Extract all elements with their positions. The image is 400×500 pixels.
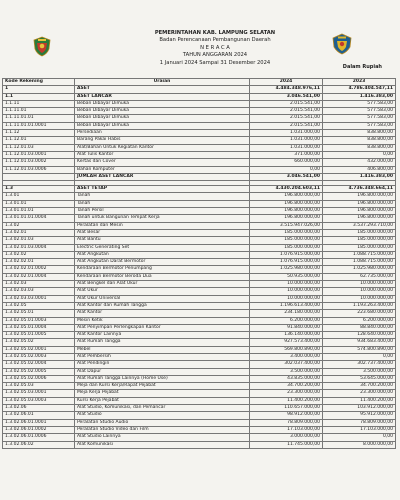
account-code-cell: 1.1.11.01.01 <box>3 115 75 122</box>
amount-2023-cell: 78.809.000,00 <box>323 419 396 426</box>
account-code-cell: 1.1.11 <box>3 100 75 107</box>
table-row <box>3 151 396 158</box>
account-code-cell: 1.3.02.05.01.0005 <box>3 332 75 339</box>
description-cell: Alat Kantor dan Rumah Tangga <box>75 302 250 309</box>
description-cell: Alat Ukur <box>75 288 250 295</box>
description-cell: ASET LANCAR <box>75 93 250 100</box>
amount-2024-cell: 34.700.200,00 <box>250 383 323 390</box>
amount-2023-cell: 1.416.383,00 <box>323 173 396 180</box>
table-row <box>3 324 396 331</box>
table-row <box>3 259 396 266</box>
account-code-cell: 1.3.02.06.01.0006 <box>3 434 75 441</box>
description-cell: Kendaraan Bermotor Beroda Dua <box>75 273 250 280</box>
account-code-cell: 1.3.02.05.02.0003 <box>3 353 75 360</box>
description-cell: Alat Ukur Universal <box>75 295 250 302</box>
amount-2023-cell: 88.840.000,00 <box>323 324 396 331</box>
amount-2024-cell: 2.015.541,00 <box>250 122 323 129</box>
description-cell: Mesin Ketik <box>75 317 250 324</box>
description-cell: Meja Kerja Pejabat <box>75 390 250 397</box>
province-emblem-icon <box>332 33 352 55</box>
table-row <box>3 115 396 122</box>
amount-2024-cell: 1.196.613.400,00 <box>250 302 323 309</box>
amount-2023-cell: 10.000.000,00 <box>323 295 396 302</box>
amount-2023-cell: 128.640.000,00 <box>323 332 396 339</box>
table-row <box>3 251 396 258</box>
table-row <box>3 339 396 346</box>
description-cell: Tanah untuk Bangunan Tempat Kerja <box>75 215 250 222</box>
description-cell: Kendaraan Bermotor Penumpang <box>75 266 250 273</box>
table-row <box>3 405 396 412</box>
table-row <box>3 441 396 448</box>
amount-2024-cell: 1.031.000,00 <box>250 137 323 144</box>
amount-2023-cell: 10.000.000,00 <box>323 288 396 295</box>
amount-2024-cell: 1.031.000,00 <box>250 144 323 151</box>
description-cell: JUMLAH ASET LANCAR <box>75 173 250 180</box>
amount-2024-cell: 91.840.000,00 <box>250 324 323 331</box>
table-row <box>3 346 396 353</box>
amount-2024-cell: 17.103.000,00 <box>250 426 323 433</box>
amount-2024-cell: 3.046.541,00 <box>250 173 323 180</box>
amount-2023-cell: 196.800.000,00 <box>323 200 396 207</box>
amount-2023-cell: 3.500.000,00 <box>323 368 396 375</box>
amount-2024-cell: 10.000.000,00 <box>250 281 323 288</box>
table-row <box>3 215 396 222</box>
table-row <box>3 368 396 375</box>
account-code-cell: 1.3.02.06.02 <box>3 441 75 448</box>
amount-2024-cell: 4.430.204.603,11 <box>250 186 323 193</box>
account-code-cell <box>3 173 75 180</box>
table-row <box>3 383 396 390</box>
fiscal-year: TAHUN ANGGARAN 2024 <box>182 52 248 59</box>
amount-2024-cell: 50.935.000,00 <box>250 273 323 280</box>
amount-2024-cell: 660.000,00 <box>250 159 323 166</box>
amount-2024-cell: 1.076.915.000,00 <box>250 259 323 266</box>
table-row <box>3 332 396 339</box>
amount-2024-cell: 234.180.000,00 <box>250 310 323 317</box>
description-cell: Alat/Bahan Untuk Kegiatan Kantor <box>75 144 250 151</box>
table-row <box>3 397 396 404</box>
amount-2023-cell: 577.583,00 <box>323 115 396 122</box>
amount-2023-cell: 577.583,00 <box>323 108 396 115</box>
amount-2024-cell: 43.835.000,00 <box>250 375 323 382</box>
amount-2024-cell: 2.015.541,00 <box>250 115 323 122</box>
amount-2024-cell: 371.000,00 <box>250 151 323 158</box>
description-cell: Beban Dibayar Dimuka <box>75 115 250 122</box>
table-row <box>3 273 396 280</box>
amount-2023-cell: 1.416.383,00 <box>323 93 396 100</box>
table-row <box>3 295 396 302</box>
amount-2024-cell: 569.800.890,00 <box>250 346 323 353</box>
description-cell: Alat Studio Lainnya <box>75 434 250 441</box>
account-code-cell: 1.3.02.02.01.0002 <box>3 266 75 273</box>
amount-2024-cell: 3.515.947.026,00 <box>250 222 323 229</box>
amount-2023-cell: 934.683.400,00 <box>323 339 396 346</box>
description-cell: Beban Dibayar Dimuka <box>75 100 250 107</box>
amount-2024-cell: 3.046.541,00 <box>250 93 323 100</box>
account-code-cell: 1.3.02.01.03.0004 <box>3 244 75 251</box>
table-row <box>3 419 396 426</box>
table-row <box>3 86 396 93</box>
description-cell: Meja dan Kursi Kerja/Rapat Pejabat <box>75 383 250 390</box>
fixed-assets-section <box>3 186 396 449</box>
table-row <box>3 426 396 433</box>
account-code-cell: 1.3 <box>3 186 75 193</box>
table-row <box>3 390 396 397</box>
account-code-cell: 1.3.02.02.01 <box>3 259 75 266</box>
table-row <box>3 122 396 129</box>
description-cell: Peralatan Studio Audio <box>75 419 250 426</box>
amount-2024-cell: 6.200.000,00 <box>250 317 323 324</box>
amount-2023-cell: 838.800,00 <box>323 137 396 144</box>
table-row <box>3 130 396 137</box>
currency-unit: Dalam Rupiah <box>342 64 382 70</box>
account-code-cell: 1.3.02.05.02.0001 <box>3 346 75 353</box>
amount-2023-cell: 574.800.890,00 <box>323 346 396 353</box>
account-code-cell: 1.3.02.01 <box>3 229 75 236</box>
description-cell: Alat Kantor Lainnya <box>75 332 250 339</box>
table-header-row <box>3 79 396 86</box>
amount-2024-cell: 2.015.541,00 <box>250 100 323 107</box>
amount-2023-cell: 185.000.000,00 <box>323 229 396 236</box>
account-code-cell: 1.3.01.01.01.0004 <box>3 215 75 222</box>
account-code-cell: 1.1.12.01 <box>3 137 75 144</box>
table-row <box>3 200 396 207</box>
account-code-cell: 1.1.12.01.03.0001 <box>3 151 75 158</box>
amount-2024-cell: 0,00 <box>250 166 323 173</box>
amount-2023-cell: 185.000.000,00 <box>323 244 396 251</box>
account-code-cell: 1.3.02.02.01.0004 <box>3 273 75 280</box>
amount-2023-cell: 577.583,00 <box>323 122 396 129</box>
table-row <box>3 288 396 295</box>
account-code-cell: 1.3.02.05.02.0006 <box>3 375 75 382</box>
amount-2024-cell: 10.000.000,00 <box>250 295 323 302</box>
description-cell: Alat Penyimpan Perlengkapan Kantor <box>75 324 250 331</box>
table-row <box>3 229 396 236</box>
amount-2023-cell: 10.000.000,00 <box>323 281 396 288</box>
amount-2023-cell: 6.200.000,00 <box>323 317 396 324</box>
account-code-cell: 1.3.01.01.01 <box>3 208 75 215</box>
amount-2023-cell: 23.300.000,00 <box>323 390 396 397</box>
org-name: PEMERINTAHAN KAB. LAMPUNG SELATAN <box>154 30 276 36</box>
table-row <box>3 434 396 441</box>
account-code-cell: 1.3.02.05.02 <box>3 339 75 346</box>
description-cell: Alat Studio, Komunikasi, dan Pemancar <box>75 405 250 412</box>
amount-2023-cell: 1.025.980.000,00 <box>323 266 396 273</box>
account-code-cell: 1.3.01.01 <box>3 200 75 207</box>
account-code-cell: 1.3.02.02 <box>3 251 75 258</box>
description-cell: Alat Dapur <box>75 368 250 375</box>
table-row <box>3 137 396 144</box>
account-code-cell: 1.3.02.05 <box>3 302 75 309</box>
description-cell: Alat Kantor <box>75 310 250 317</box>
table-row <box>3 193 396 200</box>
table-row <box>3 412 396 419</box>
account-code-cell: 1.1.12.01.03.0006 <box>3 166 75 173</box>
account-code-cell: 1.3.02.05.02.0005 <box>3 368 75 375</box>
description-cell: Barang Pakai Habis <box>75 137 250 144</box>
account-code-cell: 1.3.02.03.03.0001 <box>3 295 75 302</box>
balance-sheet-table <box>2 78 396 449</box>
account-code-cell: 1.3.02.05.03 <box>3 383 75 390</box>
amount-2024-cell: 110.657.000,00 <box>250 405 323 412</box>
amount-2024-cell: 185.000.000,00 <box>250 229 323 236</box>
amount-2023-cell: 8.000.000,00 <box>323 441 396 448</box>
description-cell: Alat Bantu <box>75 237 250 244</box>
report-header <box>95 30 335 67</box>
account-code-cell: 1.3.02.05.01.0004 <box>3 324 75 331</box>
amount-2024-cell: 4.484.348.976,11 <box>250 86 323 93</box>
amount-2023-cell: 17.103.000,00 <box>323 426 396 433</box>
amount-2024-cell: 196.800.000,00 <box>250 193 323 200</box>
amount-2023-cell: 95.912.000,00 <box>323 412 396 419</box>
table-row <box>3 361 396 368</box>
amount-2024-cell: 23.300.000,00 <box>250 390 323 397</box>
col-code-header: Kode Rekening <box>3 79 75 86</box>
amount-2024-cell: 185.000.000,00 <box>250 244 323 251</box>
description-cell: Alat Studio <box>75 412 250 419</box>
amount-2024-cell: 3.400.000,00 <box>250 353 323 360</box>
account-code-cell: 1.3.02.06.01 <box>3 412 75 419</box>
description-cell: Alat Pendingin <box>75 361 250 368</box>
amount-2023-cell: 34.700.200,00 <box>323 383 396 390</box>
description-cell: Alat Komunikasi <box>75 441 250 448</box>
description-cell: Beban Dibayar Dimuka <box>75 108 250 115</box>
description-cell: Alat Rumah Tangga <box>75 339 250 346</box>
account-code-cell: 1.3.02.03.03 <box>3 288 75 295</box>
table-row <box>3 281 396 288</box>
amount-2023-cell: 196.800.000,00 <box>323 215 396 222</box>
amount-2023-cell: 196.800.000,00 <box>323 208 396 215</box>
table-row <box>3 266 396 273</box>
description-cell: Alat Angkutan Darat Bermotor <box>75 259 250 266</box>
description-cell: Alat Rumah Tangga Lainnya (Home Use) <box>75 375 250 382</box>
report-period: 1 Januari 2024 Sampai 31 Desember 2024 <box>159 59 271 66</box>
account-code-cell: 1.1.11.01 <box>3 108 75 115</box>
amount-2023-cell: 4.736.348.664,11 <box>323 186 396 193</box>
amount-2023-cell: 0,00 <box>323 353 396 360</box>
amount-2023-cell: 838.800,00 <box>323 130 396 137</box>
account-code-cell: 1 <box>3 86 75 93</box>
amount-2023-cell: 0,00 <box>323 151 396 158</box>
description-cell: Tanah <box>75 193 250 200</box>
amount-2023-cell: 1.088.715.000,00 <box>323 259 396 266</box>
amount-2023-cell: 53.645.000,00 <box>323 375 396 382</box>
amount-2024-cell: 196.800.000,00 <box>250 215 323 222</box>
amount-2024-cell: 3.500.000,00 <box>250 368 323 375</box>
table-row <box>3 93 396 100</box>
account-code-cell: 1.3.02.06 <box>3 405 75 412</box>
account-code-cell: 1.1.11.01.01.0001 <box>3 122 75 129</box>
amount-2023-cell: 302.737.400,00 <box>323 361 396 368</box>
table-row <box>3 100 396 107</box>
amount-2023-cell: 196.800.000,00 <box>323 193 396 200</box>
table-row <box>3 144 396 151</box>
amount-2024-cell: 1.076.915.000,00 <box>250 251 323 258</box>
account-code-cell: 1.3.02.06.01.0002 <box>3 426 75 433</box>
amount-2024-cell: 11.400.200,00 <box>250 397 323 404</box>
description-cell: ASET TETAP <box>75 186 250 193</box>
table-row <box>3 375 396 382</box>
amount-2023-cell: 1.088.715.000,00 <box>323 251 396 258</box>
amount-2023-cell: 0,00 <box>323 434 396 441</box>
description-cell: Alat Bengkel dan Alat Ukur <box>75 281 250 288</box>
account-code-cell: 1.1.12.01.03 <box>3 144 75 151</box>
description-cell: Tanah Persil <box>75 208 250 215</box>
amount-2023-cell: 577.583,00 <box>323 100 396 107</box>
account-code-cell: 1.3.02.05.02.0004 <box>3 361 75 368</box>
col-2023-header: 2023 <box>323 79 396 86</box>
description-cell: Alat Tulis Kantor <box>75 151 250 158</box>
amount-2024-cell: 196.800.000,00 <box>250 200 323 207</box>
report-title: N E R A C A <box>200 44 230 51</box>
amount-2023-cell: 11.400.200,00 <box>323 397 396 404</box>
table-row <box>3 186 396 193</box>
amount-2023-cell: 1.193.263.400,00 <box>323 302 396 309</box>
description-cell: Beban Dibayar Dimuka <box>75 122 250 129</box>
amount-2023-cell: 838.800,00 <box>323 144 396 151</box>
amount-2024-cell: 302.037.400,00 <box>250 361 323 368</box>
amount-2023-cell: 185.000.000,00 <box>323 237 396 244</box>
amount-2023-cell: 432.000,00 <box>323 159 396 166</box>
table-row <box>3 353 396 360</box>
account-code-cell: 1.3.02 <box>3 222 75 229</box>
account-code-cell: 1.3.02.06.01.0001 <box>3 419 75 426</box>
regency-emblem-icon <box>33 36 51 57</box>
table-row <box>3 237 396 244</box>
table-row <box>3 317 396 324</box>
table-row <box>3 173 396 180</box>
description-cell: ASET <box>75 86 250 93</box>
description-cell: Bahan Komputer <box>75 166 250 173</box>
amount-2024-cell: 11.745.000,00 <box>250 441 323 448</box>
amount-2024-cell: 196.800.000,00 <box>250 208 323 215</box>
account-code-cell: 1.1.12.01.03.0002 <box>3 159 75 166</box>
account-code-cell: 1.3.02.01.03 <box>3 237 75 244</box>
account-code-cell: 1.3.02.05.01.0003 <box>3 317 75 324</box>
current-assets-section <box>3 86 396 181</box>
description-cell: Alat Angkutan <box>75 251 250 258</box>
amount-2024-cell: 10.000.000,00 <box>250 288 323 295</box>
amount-2024-cell: 3.000.000,00 <box>250 434 323 441</box>
amount-2024-cell: 1.031.000,00 <box>250 130 323 137</box>
account-code-cell: 1.1 <box>3 93 75 100</box>
account-code-cell: 1.3.02.03 <box>3 281 75 288</box>
table-row <box>3 222 396 229</box>
agency-name: Badan Perencanaan Pembangunan Daerah <box>159 37 271 44</box>
description-cell: Alat Besar <box>75 229 250 236</box>
col-desc-header: Uraian <box>75 79 250 86</box>
amount-2024-cell: 98.912.000,00 <box>250 412 323 419</box>
account-code-cell: 1.1.12 <box>3 130 75 137</box>
table-row <box>3 302 396 309</box>
amount-2024-cell: 185.000.000,00 <box>250 237 323 244</box>
amount-2023-cell: 406.800,00 <box>323 166 396 173</box>
description-cell: Mebel <box>75 346 250 353</box>
description-cell: Electric Generating Set <box>75 244 250 251</box>
amount-2024-cell: 78.809.000,00 <box>250 419 323 426</box>
col-2024-header: 2024 <box>250 79 323 86</box>
description-cell: Kursi Kerja Pejabat <box>75 397 250 404</box>
table-row <box>3 208 396 215</box>
description-cell: Peralatan dan Mesin <box>75 222 250 229</box>
account-code-cell: 1.3.02.05.03.0001 <box>3 390 75 397</box>
account-code-cell: 1.3.02.05.01 <box>3 310 75 317</box>
amount-2023-cell: 3.537.293.710,00 <box>323 222 396 229</box>
account-code-cell: 1.3.02.05.03.0003 <box>3 397 75 404</box>
amount-2023-cell: 62.735.000,00 <box>323 273 396 280</box>
amount-2023-cell: 4.786.404.547,11 <box>323 86 396 93</box>
amount-2024-cell: 1.025.980.000,00 <box>250 266 323 273</box>
amount-2023-cell: 223.680.000,00 <box>323 310 396 317</box>
account-code-cell: 1.3.01 <box>3 193 75 200</box>
description-cell: Peralatan Studio Video dan Film <box>75 426 250 433</box>
amount-2024-cell: 927.573.400,00 <box>250 339 323 346</box>
table-row <box>3 244 396 251</box>
table-row <box>3 159 396 166</box>
table-row <box>3 166 396 173</box>
table-row <box>3 310 396 317</box>
table-row <box>3 108 396 115</box>
description-cell: Persediaan <box>75 130 250 137</box>
description-cell: Kertas dan Cover <box>75 159 250 166</box>
description-cell: Alat Pembersih <box>75 353 250 360</box>
amount-2024-cell: 2.015.541,00 <box>250 108 323 115</box>
amount-2023-cell: 103.912.000,00 <box>323 405 396 412</box>
amount-2024-cell: 136.140.000,00 <box>250 332 323 339</box>
description-cell: Tanah <box>75 200 250 207</box>
